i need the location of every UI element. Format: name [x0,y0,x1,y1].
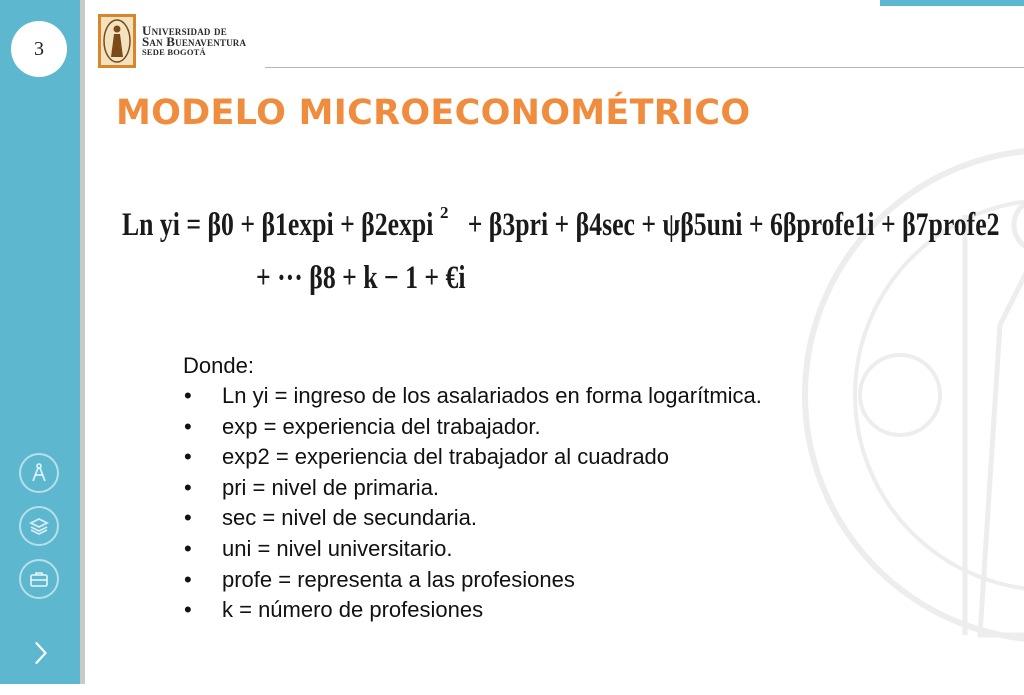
equation-part-a: Ln yi = β0 + β1expi + β2expi [122,207,434,243]
university-seal [98,14,136,68]
briefcase-icon[interactable] [19,559,59,599]
definition-item: • exp2 = experiencia del trabajador al cuadrado [183,442,762,473]
equation-line-1 [122,207,1000,244]
definition-item: • exp = experiencia del trabajador. [183,412,762,443]
logo-line-3: SEDE BOGOTÁ [142,46,206,57]
logo-line-2: San Buenaventura [142,33,247,49]
definitions [183,350,762,626]
equation-part-b: + β3pri + β4sec + ψβ5uni + 6βprofe1i + β7profe2 [467,207,1000,243]
definition-item: • uni = nivel universitario. [183,534,762,565]
equation-exponent: 2 [440,203,449,222]
seal-watermark [790,75,1024,695]
definition-item: • profe = representa a las profesiones [183,565,762,596]
definition-item: • pri = nivel de primaria. [183,473,762,504]
stack-icon[interactable] [19,506,59,546]
chevron-right-icon[interactable] [26,636,56,670]
slide-title: MODELO MICROECONOMÉTRICO [116,93,751,133]
university-logo [98,14,246,68]
equation-line-2: + ··· β8 + k − 1 + €i [256,260,466,296]
header-divider [265,67,1024,68]
sidebar [0,0,80,684]
top-accent-bar [880,0,1024,6]
definition-item: • k = número de profesiones [183,595,762,626]
sidebar-divider [80,0,85,684]
logo-text [142,22,247,58]
slide-number: 3 [11,21,67,77]
logo-line-1: Universidad de [142,22,227,38]
definitions-list [183,381,762,626]
definition-item: • Ln yi = ingreso de los asalariados en forma logarítmica. [183,381,762,412]
definition-item: • sec = nivel de secundaria. [183,503,762,534]
definitions-heading: Donde: [183,353,254,378]
compass-icon[interactable] [19,453,59,493]
